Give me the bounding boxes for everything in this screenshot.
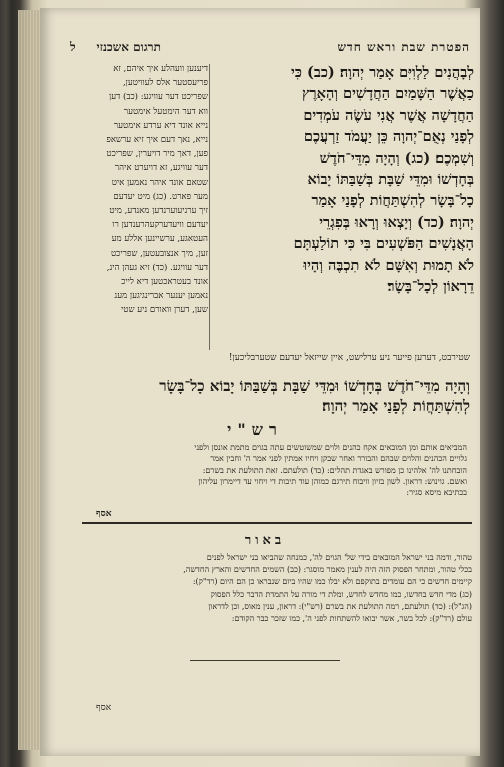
catchword-bottom: אסף xyxy=(96,703,112,713)
translation-line: נאמען יענער אברינגיגען מענ xyxy=(114,291,208,302)
rashi-line: ואשם. גוינוש: דראון. לשון בזיון וויבוח תירגם כמוהן עוד תיבות די ויחוי עד דיימרון עליהון xyxy=(198,476,467,486)
biur-line: קיימים חדשים כי הם עומדים בתוקפם ולא יבלו כמו שהיו ביום שנבראו כן הם היום (רד"ק): xyxy=(192,577,472,587)
translation-title xyxy=(70,40,161,55)
main-text-line: לֹא תָמוּת וְאִשָּׁם לֹא תִכְבֶּה וְהָיוּ xyxy=(303,256,474,274)
main-text-line: וְשִׁמְכֶם׃ (כג) וְהָיָה מִדֵּי־חֹדֶשׁ xyxy=(319,149,474,167)
biur-line: עולם (רד"ק): לכל בשר, אשר יבואו להשתחות לפני ה', כמו שזכר כבר הקודם: xyxy=(231,614,472,624)
translation-line: דיענען וועהלע איך איהם, זא xyxy=(113,64,208,74)
translation-line: אונד בעטראכטען דיא לייכ xyxy=(121,277,208,288)
translation-line: נייא, נאך דעם איך זיא ערשאפ xyxy=(106,135,208,146)
page-header xyxy=(70,40,470,60)
biur-line: בכלי טהור, ומתחר הפסוק הזה היה לענין מאמר מוסגר: (כב) השמים החדשים והארץ החדשה, xyxy=(183,565,472,575)
rashi-line: גלויים הכהנים והלוים שבהם והבורר ואחר שבקן ויחיו אמתין לפני אמר ה' וחבין אמר xyxy=(210,454,467,464)
rashi-commentary xyxy=(82,442,467,498)
translation-line: זיך ערניעוערנדען מאנדע, מיט xyxy=(109,206,208,217)
main-text-line: לְפָנַי נְאֻם־יְהוָה כֵּן יַעֲמֹד זַרְעֲכֶם xyxy=(303,128,474,146)
translation-line: שטאם אונד איהר נאמען איט xyxy=(111,177,208,188)
translation-line: נייא אונד דיא ערדע אימטער xyxy=(113,120,208,131)
rashi-line: הובחתנו לה' אלהינו כן מפורש באגדת תהלים: (כד) תולעתם. זאת התולעת את בשרם: xyxy=(202,465,467,475)
main-text-line: יְהוָה׃ (כד) וְיָצְאוּ וְרָאוּ בְּפִגְרֵי xyxy=(319,213,474,231)
repeated-verse-line: לְהִשְׁתַּחֲוֹת לְפָנַי אָמַר יְהוָה׃ xyxy=(322,397,470,415)
translation-continuation: שטירבט, דערען פייער ניע ערלישט, איין שייזאל יעדעם שטערבליכען! xyxy=(228,353,470,363)
repeated-verse xyxy=(100,376,470,416)
section-rule xyxy=(82,522,472,524)
main-text-line: דֵרָאוֹן לְכָל־בָּשָׂר׃ xyxy=(387,278,474,296)
main-text-line: הַחֲדָשָׁה אֲשֶׁר אֲנִי עֹשֶׂה עֹמְדִים xyxy=(303,106,474,124)
rashi-line: המביאים אותם ומן המובאים אקח כהנים ולוים שמשוטשים עתה בגוים מתמת אונסן ולפני xyxy=(194,443,467,452)
main-text-column xyxy=(212,62,474,297)
translation-column xyxy=(72,62,208,318)
repeated-verse-line: וְהָיָה מִדֵּי־חֹדֶשׁ בְּחָדְשׁוֹ וּמִדֵּי שַׁבָּת בְּשַׁבַּתּוֹ יָבוֹא כָל־בָּשָׂר xyxy=(159,377,470,395)
translation-line: מער פארט. (כג) מיט יעדעם xyxy=(113,191,208,202)
translation-line: זען, מיך אנצובעטען, שפריכט xyxy=(110,248,208,259)
translation-line: דער עוויגע. (כד) זיא געהן הינ, xyxy=(106,262,208,273)
main-text-line: כַאֲשֶׁר הַשָּׁמַיִם הַחֲדָשִׁים וְהָאָרֶץ xyxy=(301,85,474,103)
translation-line: העטאגע, ערשיינען אללע מע xyxy=(111,234,208,245)
translation-line: פריעסטער אלס לעוויטען, xyxy=(122,78,208,89)
chapter-number: ל xyxy=(70,40,76,54)
book-gutter xyxy=(18,10,40,750)
biur-commentary xyxy=(80,552,472,625)
biur-line: (הג"ל): (כד) תולעתם, רמה התולעת את בשרם (רש"י): דראון, ענין מאוס, וכן לדראון xyxy=(208,601,472,611)
translation-line: פען, דאך מיר דויערין, שפריכט xyxy=(106,149,208,160)
rashi-line: בכתיבא מיסא סגיר: xyxy=(406,488,467,498)
main-text-line: לְבָהֲנִים לַלְוִיִּם אָמַר יְהוָה׃ (כב) כִּי xyxy=(291,64,474,81)
translation-line: יעדעם וויעדערקעהרענדען רו xyxy=(112,220,208,231)
main-text-line: כָל־בָּשָׂר לְהִשְׁתַּחֲוֹת לְפָנַי אָמַר xyxy=(311,192,474,210)
main-text-line: בְּחָדְשׁוֹ וּמִדֵּי שַׁבָּת בְּשַׁבַּתּוֹ יָבוֹא xyxy=(307,171,474,189)
translation-line: שען, דערן וואורם ניע שטי xyxy=(121,305,208,316)
rashi-heading: רש"י xyxy=(227,420,283,439)
catchword-top: אסף xyxy=(96,509,112,519)
haftarah-title: הפטרת שבת וראש חדש xyxy=(337,40,470,54)
biur-line: (כג) מדי חדש בחדשו, כמו מחדש לחדש, ומלת די מורה על התמדת הדבר כלל הפסוק xyxy=(210,589,472,599)
biur-heading: באור xyxy=(244,533,286,548)
translation-line: דער עוויגע, זא דויערט איהר xyxy=(114,163,208,174)
end-rule xyxy=(190,660,340,661)
main-text-line: הָאֲנָשִׁים הַפֹּשְׁעִים בִּי כִּי תוֹלַעְתָּם xyxy=(293,235,474,253)
column-divider xyxy=(209,64,210,350)
translation-line: ווא דער הימטעל אימטער xyxy=(123,106,208,117)
biur-line: טהור, ודמה בני ישראל המובאים בידי של' הגוים לה', כמנחה שהביאו בני ישראל לפנים xyxy=(206,553,472,562)
translation-heading: תרגום אשכנזי xyxy=(96,40,161,54)
translation-line: שפריכט דער עוויגע: (כב) דען xyxy=(109,92,208,103)
